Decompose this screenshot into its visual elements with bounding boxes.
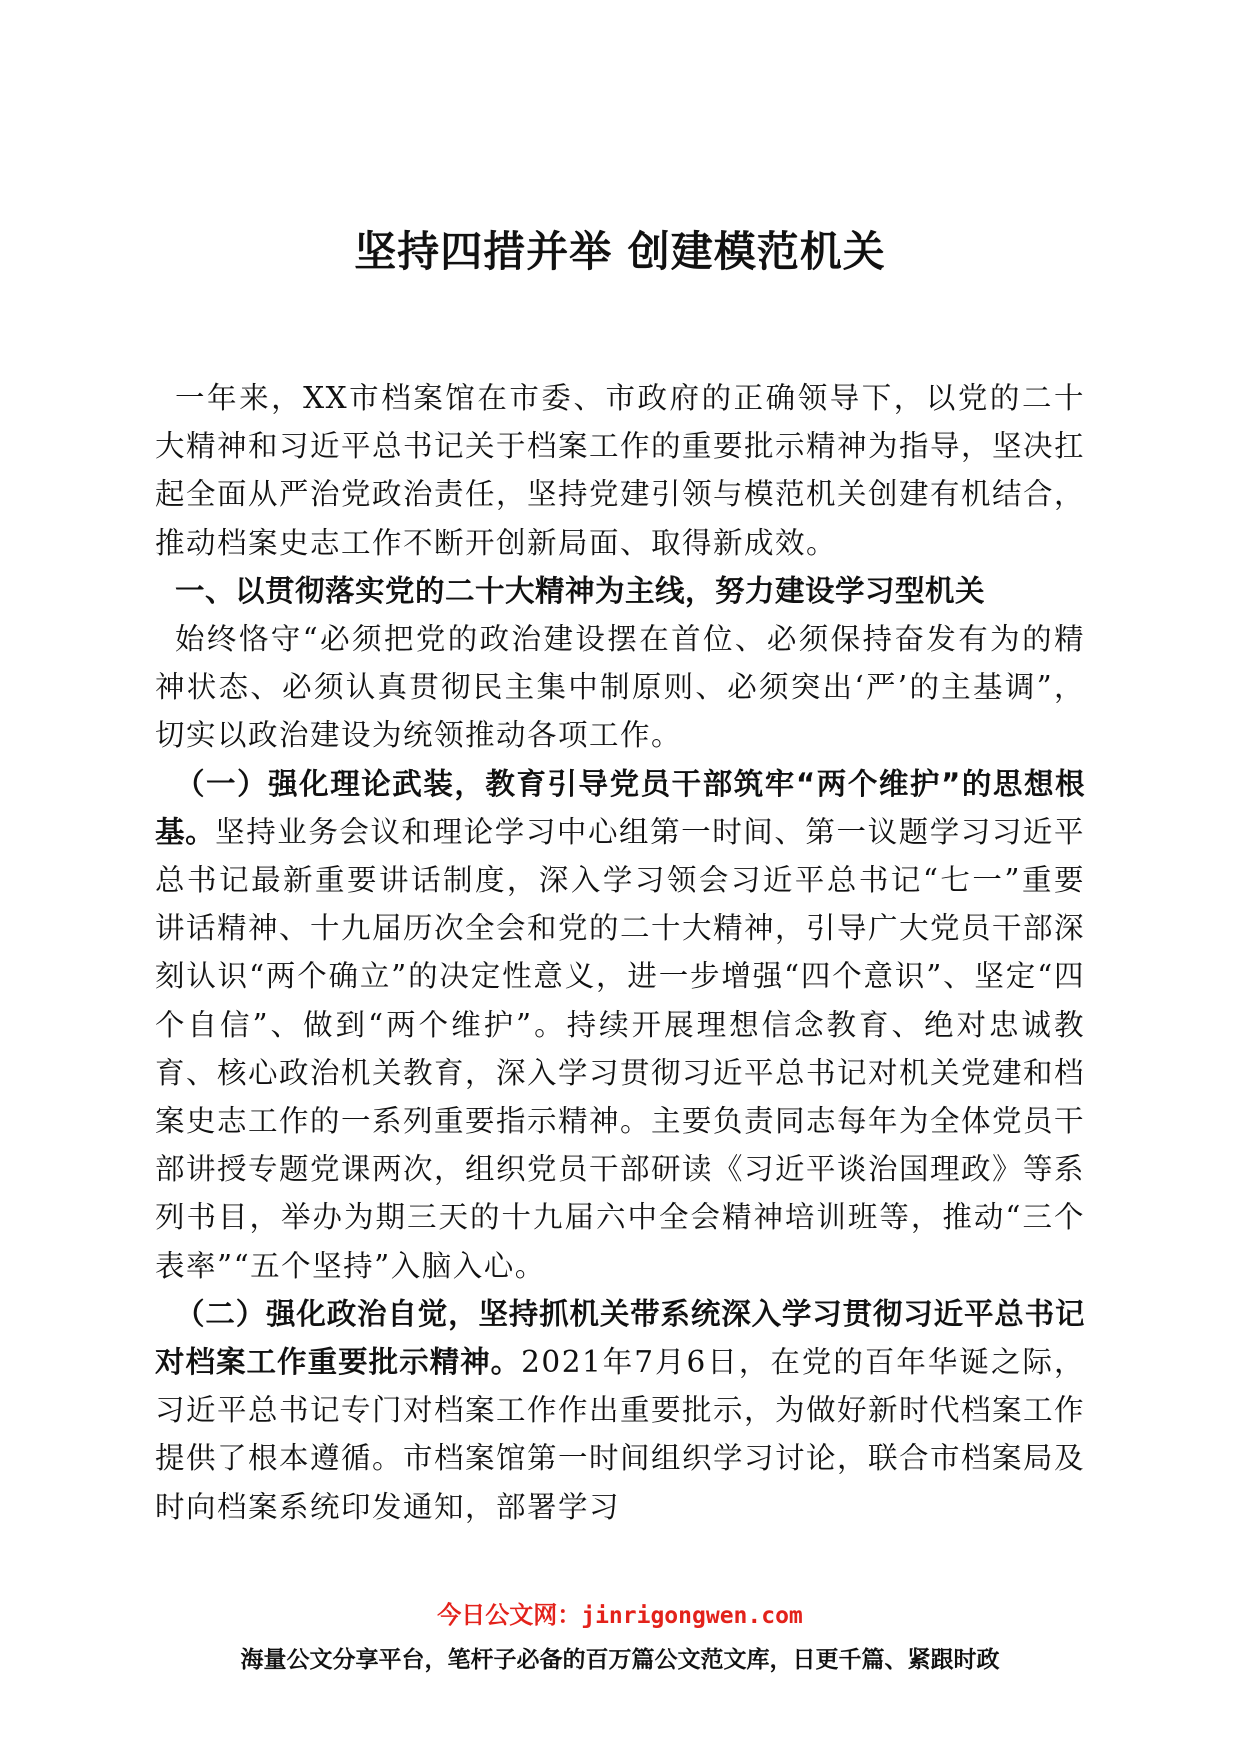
- footer-slogan: 海量公文分享平台，笔杆子必备的百万篇公文范文库，日更千篇、紧跟时政: [240, 1647, 1000, 1673]
- point-2-lead: （二）强化政治自觉，坚持抓机关带系统深入学习贯彻习近平总书记对档案工作重要批示精神。: [155, 1296, 1085, 1380]
- footer-brand-line: [0, 1598, 1240, 1633]
- document-body: [155, 374, 1085, 1531]
- section-heading-1: 一、以贯彻落实党的二十大精神为主线，努力建设学习型机关: [175, 573, 986, 608]
- footer-url-link[interactable]: jinrigongwen.com: [581, 1603, 803, 1629]
- intro-paragraph: 一年来，XX市档案馆在市委、市政府的正确领导下，以党的二十大精神和习近平总书记关于档案工作的重要批示精神为指导，坚决扛起全面从严治党政治责任，坚持党建引领与模范机关创建有机结合，推动档案史志工作不断开创新局面、取得新成效。: [155, 381, 1086, 560]
- point-1-paragraph: [155, 760, 1085, 1290]
- point-2-paragraph: [155, 1290, 1085, 1531]
- section-1-paragraph: 始终恪守“必须把党的政治建设摆在首位、必须保持奋发有为的精神状态、必须认真贯彻民主集中制原则、必须突出‘严’的主基调”，切实以政治建设为统领推动各项工作。: [155, 622, 1085, 753]
- footer-brand: 今日公文网：: [437, 1601, 582, 1629]
- point-2-body: 2021年7月6日，在党的百年华诞之际，习近平总书记专门对档案工作作出重要批示，为做好新时代档案工作提供了根本遵循。市档案馆第一时间组织学习讨论，联合市档案局及时向档案系统印发通知，部署学习: [155, 1345, 1086, 1524]
- document-title: 坚持四措并举 创建模范机关: [354, 227, 886, 276]
- point-1-body: 坚持业务会议和理论学习中心组第一时间、第一议题学习习近平总书记最新重要讲话制度，深入学习领会习近平总书记“七一”重要讲话精神、十九届历次全会和党的二十大精神，引导广大党员干部深刻认识“两个确立”的决定性意义，进一步增强“四个意识”、坚定“四个自信”、做到“两个维护”。持续开展理想信念教育、绝对忠诚教育、核心政治机关教育，深入学习贯彻习近平总书记对机关党建和档案史志工作的一系列重要指示精神。主要负责同志每年为全体党员干部讲授专题党课两次，组织党员干部研读《习近平谈治国理政》等系列书目，举办为期三天的十九届六中全会精神培训班等，推动“三个表率”“五个坚持”入脑入心。: [155, 814, 1086, 1283]
- point-1-lead: （一）强化理论武装，教育引导党员干部筑牢“两个维护”的思想根基。: [155, 766, 1085, 849]
